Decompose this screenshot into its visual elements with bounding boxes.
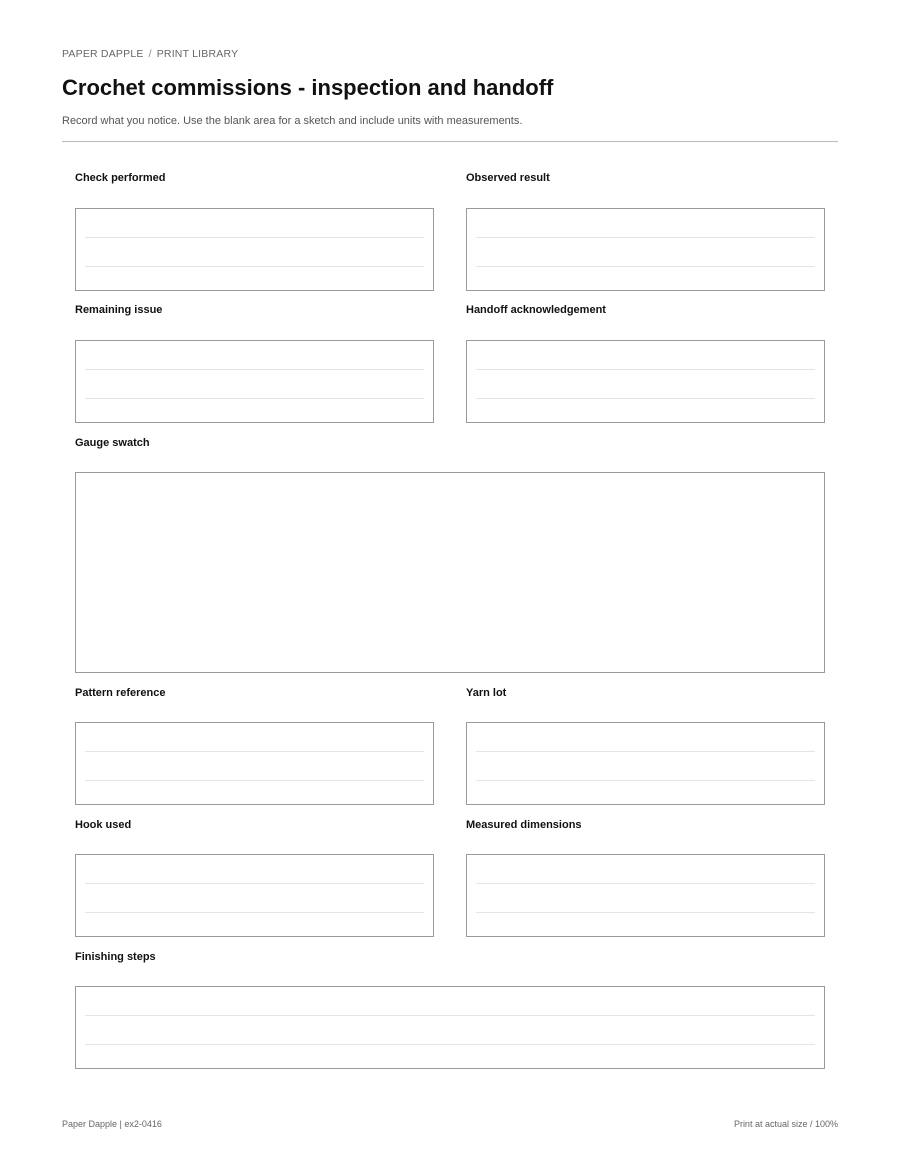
remaining-issue-label: Remaining issue <box>75 304 163 316</box>
handoff-acknowledgement-field[interactable] <box>466 340 825 423</box>
handoff-acknowledgement-label: Handoff acknowledgement <box>466 304 606 316</box>
observed-result-field[interactable] <box>466 208 825 291</box>
ruled-line <box>85 1015 815 1016</box>
yarn-lot-field[interactable] <box>466 722 825 805</box>
finishing-steps-label: Finishing steps <box>75 951 156 963</box>
ruled-line <box>85 780 424 781</box>
ruled-line <box>476 751 815 752</box>
check-performed-field[interactable] <box>75 208 434 291</box>
check-performed-label: Check performed <box>75 172 166 184</box>
pattern-reference-label: Pattern reference <box>75 687 166 699</box>
page-title: Crochet commissions - inspection and handoff <box>62 75 554 100</box>
ruled-line <box>85 751 424 752</box>
gauge-swatch-label: Gauge swatch <box>75 437 150 449</box>
ruled-line <box>476 398 815 399</box>
ruled-line <box>476 266 815 267</box>
ruled-line <box>85 883 424 884</box>
finishing-steps-field[interactable] <box>75 986 825 1069</box>
gauge-swatch-sketch-area[interactable] <box>75 472 825 673</box>
page-subtitle: Record what you notice. Use the blank area for a sketch and include units with measurements. <box>62 115 523 127</box>
ruled-line <box>85 237 424 238</box>
ruled-line <box>476 780 815 781</box>
ruled-line <box>476 883 815 884</box>
breadcrumb-item-print-library[interactable]: PRINT LIBRARY <box>156 48 239 60</box>
ruled-line <box>476 369 815 370</box>
pattern-reference-field[interactable] <box>75 722 434 805</box>
ruled-line <box>85 398 424 399</box>
ruled-line <box>476 237 815 238</box>
ruled-line <box>85 369 424 370</box>
breadcrumb-item-paper-dapple[interactable]: PAPER DAPPLE <box>62 48 144 60</box>
remaining-issue-field[interactable] <box>75 340 434 423</box>
measured-dimensions-label: Measured dimensions <box>466 819 582 831</box>
ruled-line <box>85 266 424 267</box>
footer-document-id: Paper Dapple | ex2-0416 <box>62 1119 162 1129</box>
breadcrumb <box>62 48 238 60</box>
footer-print-note: Print at actual size / 100% <box>733 1119 838 1129</box>
measured-dimensions-field[interactable] <box>466 854 825 937</box>
hook-used-field[interactable] <box>75 854 434 937</box>
header-divider <box>62 141 838 142</box>
ruled-line <box>85 1044 815 1045</box>
ruled-line <box>85 912 424 913</box>
hook-used-label: Hook used <box>75 819 132 831</box>
observed-result-label: Observed result <box>466 172 550 184</box>
breadcrumb-separator: / <box>148 48 152 60</box>
yarn-lot-label: Yarn lot <box>466 687 507 699</box>
ruled-line <box>476 912 815 913</box>
